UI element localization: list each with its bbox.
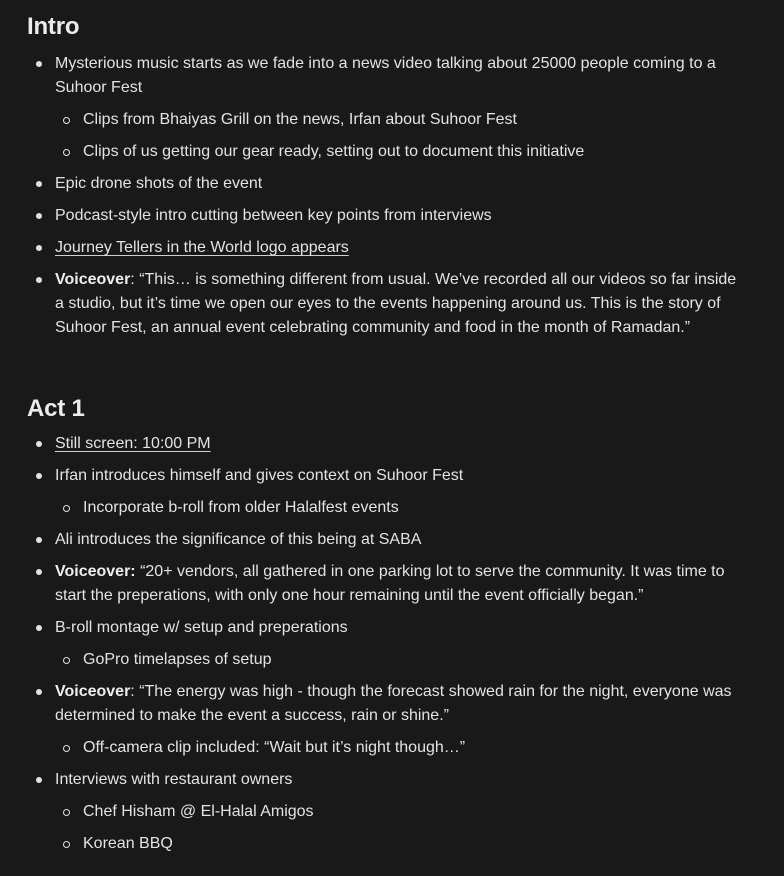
bullet-dot: [36, 537, 42, 543]
bullet-circle: [63, 745, 70, 752]
bullet-circle: [63, 117, 70, 124]
list-item: Chef Hisham @ El-Halal Amigos: [83, 803, 314, 820]
bullet-dot: [36, 441, 42, 447]
bullet-dot: [36, 625, 42, 631]
bullet-dot: [36, 689, 42, 695]
bullet-circle: [63, 841, 70, 848]
bullet-circle: [63, 657, 70, 664]
still-screen-text: Still screen: 10:00 PM: [55, 435, 211, 452]
bullet-dot: [36, 181, 42, 187]
bullet-dot: [36, 473, 42, 479]
heading-intro: Intro: [27, 13, 80, 40]
list-item-voiceover: [55, 560, 740, 608]
list-item: Mysterious music starts as we fade into a news video talking about 25000 people coming to a Suhoor Fest: [55, 55, 716, 96]
list-item: Ali introduces the significance of this being at SABA: [55, 531, 422, 548]
heading-act-1: Act 1: [27, 395, 85, 422]
bullet-dot: [36, 277, 42, 283]
list-item: [55, 432, 740, 456]
list-item-voiceover: [55, 680, 740, 728]
list-item: Epic drone shots of the event: [55, 175, 263, 192]
list-item: [55, 236, 740, 260]
list-item: Podcast-style intro cutting between key points from interviews: [55, 207, 492, 224]
voiceover-text: “20+ vendors, all gathered in one parking lot to serve the community. It was time to start the preperations, with only one hour remaining until the event officially began.”: [55, 563, 725, 604]
bullet-dot: [36, 213, 42, 219]
bullet-circle: [63, 149, 70, 156]
bullet-circle: [63, 809, 70, 816]
list-item: Clips from Bhaiyas Grill on the news, Irfan about Suhoor Fest: [83, 111, 517, 128]
list-item: Interviews with restaurant owners: [55, 771, 293, 788]
list-item: Incorporate b-roll from older Halalfest events: [83, 499, 399, 516]
list-item: Clips of us getting our gear ready, setting out to document this initiative: [83, 143, 585, 160]
bullet-circle: [63, 505, 70, 512]
voiceover-label: Voiceover:: [55, 563, 136, 580]
bullet-dot: [36, 777, 42, 783]
voiceover-label: Voiceover: [55, 271, 131, 288]
list-item: Korean BBQ: [83, 835, 173, 852]
list-item: Irfan introduces himself and gives context on Suhoor Fest: [55, 467, 464, 484]
list-item-voiceover: [55, 268, 740, 340]
voiceover-text: : “The energy was high - though the forecast showed rain for the night, everyone was determined to make the event a success, rain or shine.”: [55, 683, 732, 724]
voiceover-text: : “This… is something different from usual. We’ve recorded all our videos so far inside a studio, but it’s time we open our eyes to the events happening around us. This is the story of Suhoor Fest, an annual event celebrating community and food in the month of Ramadan.”: [55, 271, 737, 336]
list-item: B-roll montage w/ setup and preperations: [55, 619, 348, 636]
voiceover-label: Voiceover: [55, 683, 131, 700]
list-item: GoPro timelapses of setup: [83, 651, 272, 668]
bullet-dot: [36, 569, 42, 575]
list-item: Off-camera clip included: “Wait but it’s night though…”: [83, 739, 466, 756]
bullet-dot: [36, 61, 42, 67]
bullet-dot: [36, 245, 42, 251]
logo-appears-text: Journey Tellers in the World logo appears: [55, 239, 349, 256]
